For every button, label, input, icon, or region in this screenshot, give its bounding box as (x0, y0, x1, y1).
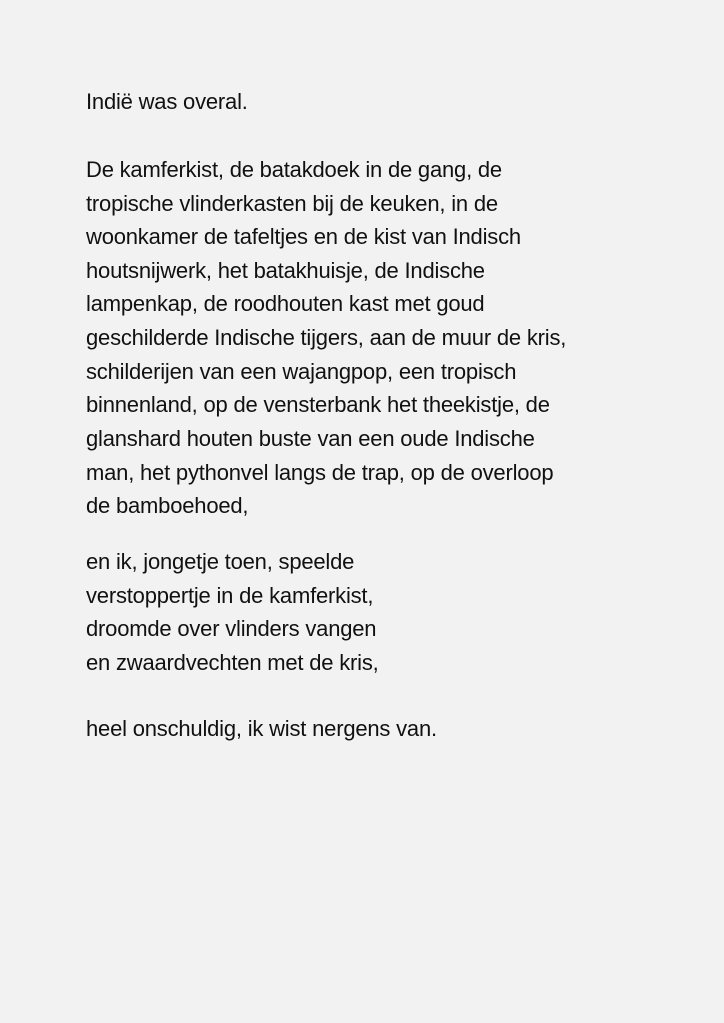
poem-line: en ik, jongetje toen, speelde (86, 549, 355, 574)
poem-line: glanshard houten buste van een oude Indische (86, 426, 535, 451)
poem-line: Indië was overal. (86, 89, 248, 114)
poem-line: man, het pythonvel langs de trap, op de overloop (86, 460, 554, 485)
poem-line: schilderijen van een wajangpop, een tropisch (86, 359, 517, 384)
poem-line: houtsnijwerk, het batakhuisje, de Indische (86, 258, 485, 283)
poem-line: de bamboehoed, (86, 493, 249, 518)
poem-line: binnenland, op de vensterbank het theekistje, de (86, 392, 550, 417)
poem-line: verstoppertje in de kamferkist, (86, 583, 374, 608)
poem-line: De kamferkist, de batakdoek in de gang, de (86, 157, 502, 182)
poem-line: geschilderde Indische tijgers, aan de muur de kris, (86, 325, 567, 350)
poem-line: lampenkap, de roodhouten kast met goud (86, 291, 485, 316)
poem-line: woonkamer de tafeltjes en de kist van Indisch (86, 224, 521, 249)
poem-line: en zwaardvechten met de kris, (86, 650, 379, 675)
poem-line: droomde over vlinders vangen (86, 616, 377, 641)
poem-line: tropische vlinderkasten bij de keuken, in de (86, 191, 498, 216)
poem-line: heel onschuldig, ik wist nergens van. (86, 716, 437, 741)
